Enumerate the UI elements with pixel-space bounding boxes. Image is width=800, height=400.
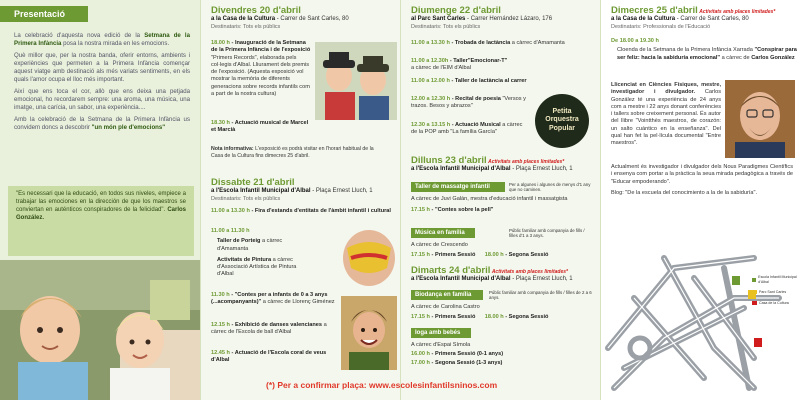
painting-photo bbox=[339, 228, 397, 290]
bio-text: Carlos González té una experiència de 24 anys com a mestre i 22 anys donant conferències i tallers sobre creixement personal. És autor del llibre "Vointthès maestros, de corazón: un salto cuántico en la enseñanza". Del qual han fet la pel·lícula documental "Entre maestros". bbox=[611, 89, 721, 147]
monday-venue-name: a l'Escola Infantil Municipal d'Albal bbox=[411, 166, 511, 173]
saturday-venue-address: - Plaça Ernest Lluch, 1 bbox=[312, 188, 373, 195]
location-map[interactable] bbox=[604, 238, 796, 398]
presentation-text bbox=[14, 32, 190, 136]
event-time: 17.00 h bbox=[411, 359, 430, 366]
friday-event-1 bbox=[211, 40, 313, 98]
legend-label: Casa de la Cultura bbox=[759, 300, 789, 305]
p2-text: Què millor que, per la nostra banda, oferir entorns, ambients i experiències que permeten a la Primera Infància començar aquest viatge amb destinació als més variats sentiments, en els quals l'amor ocupa el lloc més important. bbox=[14, 52, 190, 84]
event-title: - Recital de poesia bbox=[451, 96, 501, 102]
event-text: a càrrec d'Amamanta bbox=[511, 40, 565, 46]
quote-box bbox=[8, 186, 194, 256]
event-title: Taller de Porteig bbox=[217, 238, 261, 245]
tuesday-venue-address: - Plaça Ernest Lluch, 1 bbox=[512, 276, 573, 283]
event-text: a càrrec de l'Escola de ball d'Albal bbox=[211, 322, 327, 336]
legend-label: Parc Sant Carles bbox=[759, 290, 787, 295]
legend-park bbox=[752, 290, 800, 295]
event-title: - "Contes per a infants de 0 a 3 anys (...acompanyants)" bbox=[211, 292, 328, 306]
event-time: 12.15 h bbox=[211, 322, 230, 328]
wednesday-title: Dimecres 25 d'abril bbox=[611, 5, 698, 16]
p3-text: Així que ens toca el cor, allò que ens deixa una petjada emocional, ho recordarem sempre: una aroma, una música, una imatge, una carícia, un sabor, una experiència.... bbox=[14, 88, 190, 112]
session: - Segona Sessió bbox=[505, 314, 549, 321]
massage-workshop-note: Per a algunes i algunes de menys d'1 any que no caminen. bbox=[509, 182, 591, 193]
pop-logo-text: Petita Orquestra Popular bbox=[545, 108, 579, 132]
painting-photo-image bbox=[339, 228, 397, 290]
children-photo-image bbox=[0, 260, 200, 400]
session: - Primera Sessió bbox=[431, 252, 476, 259]
map-legend bbox=[752, 275, 800, 311]
saturday-venue bbox=[211, 188, 397, 196]
note-text: L'exposició es podrà visitar en l'horari habitual de la Casa de la Cultura fins dimecres 25 d'abril. bbox=[211, 146, 374, 159]
event-title: Activitats de Pintura bbox=[217, 256, 272, 263]
session: - Primera Sessió bbox=[431, 314, 476, 321]
musicians-photo-image bbox=[315, 42, 397, 120]
p1-text: La celebració d'aquesta nova edició de la bbox=[14, 32, 141, 39]
event-title: - Exhibició de danses valencianes bbox=[231, 322, 323, 328]
event-title: - Taller de lactància al carrer bbox=[451, 78, 527, 84]
event-time: 11.00 a 13.30 h bbox=[211, 208, 250, 214]
event-text: a càrrec de l'EIM d'Albal bbox=[411, 65, 471, 72]
sunday-venue-name: al Parc Sant Carles bbox=[411, 16, 466, 23]
presentation-panel bbox=[0, 0, 200, 400]
friday-venue-name: a la Casa de la Cultura bbox=[211, 16, 276, 23]
event-text: A càrrec de Juvi Galán, mestra d'educació infantil i massatgista bbox=[411, 196, 568, 202]
speaker-bio bbox=[611, 82, 721, 147]
speaker-name: Carlos González bbox=[751, 54, 795, 61]
monday-massage-info bbox=[411, 196, 593, 215]
limited-places-note: Activitats amb places limitades* bbox=[699, 9, 776, 15]
p4-bold: "un món ple d'emocions" bbox=[91, 124, 166, 132]
wednesday-header bbox=[611, 6, 797, 34]
friday-header bbox=[211, 6, 397, 34]
speaker-photo-image bbox=[725, 80, 795, 158]
tuesday-yoga-info bbox=[411, 342, 593, 367]
event-by: a càrrec de bbox=[721, 54, 750, 61]
wednesday-venue-address: - Carrer de Sant Carles, 80 bbox=[676, 16, 749, 23]
monday-venue-address: - Plaça Ernest Lluch, 1 bbox=[512, 166, 573, 173]
limited-places-note: Activitats amb places limitades* bbox=[488, 159, 565, 165]
event-time: 11.00 a 12.30h bbox=[411, 58, 449, 64]
biodanza-note: Públic familiar amb companyia de fills / filles de 2 a 6 anys. bbox=[489, 290, 592, 301]
event-time: 18.00 h bbox=[484, 252, 504, 259]
presentation-tab: Presentació bbox=[0, 6, 88, 22]
tuesday-title: Dimarts 24 d'abril bbox=[411, 265, 491, 276]
friday-venue-address: - Carrer de Sant Carles, 80 bbox=[276, 16, 349, 23]
speaker-bio-2: Actualment és investigador i divulgador dels Nous Paradigmes Científics i ensenya com portar a la pràctica la seua mirada pedagògica a través de "Educar empoderando". bbox=[611, 164, 793, 185]
saturday-event-2 bbox=[211, 228, 311, 279]
saturday-venue-name: a l'Escola Infantil Municipal d'Albal bbox=[211, 188, 311, 195]
sunday-event-4 bbox=[411, 96, 529, 111]
note-label: Nota informativa: bbox=[211, 146, 254, 152]
tuesday-venue-name: a l'Escola Infantil Municipal d'Albal bbox=[411, 276, 511, 283]
music-family-note: Públic familiar amb companyia de fills / filles d'1 a 3 anys. bbox=[509, 228, 585, 239]
quote-author: Carlos González. bbox=[16, 206, 186, 221]
event-title: - Inauguració de la Setmana de la Primera Infància i de l'exposició bbox=[211, 40, 311, 54]
p1-bold: Setmana de la Primera Infància bbox=[14, 32, 190, 48]
event-time: 12.30 a 13.15 h bbox=[411, 122, 451, 128]
p4-text: Amb la celebració de la Setmana de la Primera Infància us convidem doncs a descobrir bbox=[14, 116, 190, 132]
event-title: - Actuació de l'Escola coral de veus d'Albal bbox=[211, 350, 327, 364]
saturday-event-4 bbox=[211, 292, 337, 307]
event-time: 16.00 h bbox=[411, 351, 430, 358]
biodanza-bar: Biodança en família bbox=[411, 290, 483, 300]
event-time: 18.00 h bbox=[211, 40, 230, 46]
legend-school bbox=[752, 275, 800, 284]
event-title: - Taller"Emocionar-T" bbox=[449, 58, 508, 64]
event-time: 17.15 h bbox=[411, 252, 430, 259]
event-title: - Fira d'estands d'entitats de l'àmbit infantil i cultural bbox=[251, 208, 391, 214]
session: - Segona Sessió (1-3 anys) bbox=[431, 359, 503, 366]
storyteller-photo bbox=[341, 296, 397, 370]
sunday-header bbox=[411, 6, 597, 34]
monday-music-info bbox=[411, 242, 593, 260]
saturday-audience: Destinataris: Tots els públics bbox=[211, 196, 281, 203]
saturday-event-6 bbox=[211, 350, 337, 365]
storyteller-photo-image bbox=[341, 296, 397, 370]
event-time: 17.15 h bbox=[411, 314, 430, 321]
bio-title: Llicenciat en Ciències Físiques, mestre, investigador i divulgador. bbox=[611, 82, 721, 96]
sunday-event-5 bbox=[411, 122, 529, 137]
saturday-header bbox=[211, 178, 397, 206]
p1-rest: posa la nostra mirada en les emocions. bbox=[63, 40, 170, 48]
event-text: A càrrec d'Espai Símola bbox=[411, 342, 471, 348]
event-time: 18.00 h bbox=[484, 314, 504, 321]
monday-title: Dilluns 23 d'abril bbox=[411, 155, 487, 166]
sunday-venue-address: - Carrer Hernández Lázaro, 176 bbox=[467, 16, 553, 23]
limited-places-note: Activitats amb places limitades* bbox=[491, 269, 568, 275]
event-title: - Actuació Musical bbox=[451, 122, 501, 128]
event-time: 12.00 a 12.30 h bbox=[411, 96, 451, 102]
session: - Segona Sessió bbox=[505, 252, 549, 259]
event-text: Cloenda de la Setmana de la Primera Infància Xarrada bbox=[617, 47, 753, 54]
school-marker bbox=[732, 276, 740, 285]
panel-sunday-monday-tuesday bbox=[400, 0, 600, 400]
tuesday-biodanza-info bbox=[411, 304, 593, 322]
wednesday-audience: Destinataris: Professionals de l'Educació bbox=[611, 24, 711, 31]
event-time: 12.45 h bbox=[211, 350, 230, 356]
event-text: "Primers Records", elaborada pels col·legis d'Albal. Lliurament dels premis de l'exposició. (Aquesta exposició vol mostrar la memòria de diferents generacions sobre records infantils com a part de la nostra cultura) bbox=[211, 54, 310, 97]
tuesday-venue bbox=[411, 276, 597, 284]
event-title: - Actuació musical de Marcel et Marcià bbox=[211, 120, 309, 134]
event-text: A càrrec de Carolina Castro bbox=[411, 304, 480, 310]
quote-text: "Es necessari que la educació, en todos sus niveles, empiece a trabajar las emociones en la dirección de que los maestros se conviertan en auténticos conspiradores de la felicidad". bbox=[16, 191, 186, 213]
event-title: - "Contes sobre la pell" bbox=[431, 207, 494, 214]
event-title: "Conspirar para ser feliz: hacia la sabiduría emocional" bbox=[617, 47, 797, 61]
event-title: - Trobada de lactància bbox=[451, 40, 511, 46]
culture-swatch bbox=[752, 301, 757, 305]
baby-yoga-bar: Ioga amb bebés bbox=[411, 328, 471, 338]
saturday-title: Dissabte 21 d'abril bbox=[211, 177, 295, 188]
wednesday-venue bbox=[611, 16, 797, 24]
sunday-audience: Destinataris: Tots els públics bbox=[411, 24, 481, 31]
event-time: De 18.00 a 19.30 h bbox=[611, 38, 659, 44]
school-swatch bbox=[752, 278, 756, 282]
event-time: 17.15 h bbox=[411, 207, 430, 214]
legend-label: Escola Infantil Municipal d'Albal bbox=[758, 275, 797, 284]
sunday-event-1 bbox=[411, 40, 591, 47]
speaker-photo bbox=[725, 80, 795, 158]
event-time: 11.00 a 13.30 h bbox=[411, 40, 450, 46]
legend-culture bbox=[752, 301, 800, 306]
children-photo bbox=[0, 260, 200, 400]
tuesday-header bbox=[411, 266, 597, 284]
saturday-event-5 bbox=[211, 322, 337, 337]
friday-audience: Destinataris: Tots els públics bbox=[211, 24, 281, 31]
sunday-venue bbox=[411, 16, 597, 24]
event-text: A càrrec de Crescendo bbox=[411, 242, 468, 248]
culture-marker bbox=[754, 338, 762, 347]
sunday-title: Diumenge 22 d'abril bbox=[411, 5, 501, 16]
event-text: a càrrec d'Associació Artística de Pintura d'Albal bbox=[217, 256, 297, 278]
massage-workshop-bar: Taller de massatge infantil bbox=[411, 182, 505, 192]
friday-venue bbox=[211, 16, 397, 24]
event-time: 11.00 a 12.00 h bbox=[411, 78, 450, 84]
wednesday-venue-name: a la Casa de la Cultura bbox=[611, 16, 676, 23]
friday-event-2 bbox=[211, 120, 311, 135]
event-text: "Versos y trazos. Besos y abrazos" bbox=[411, 96, 526, 110]
event-text: a càrrec d'Amamanta bbox=[217, 238, 283, 252]
event-time: 18.30 h bbox=[211, 120, 230, 126]
friday-title: Divendres 20 d'abril bbox=[211, 5, 301, 16]
monday-venue bbox=[411, 166, 597, 174]
event-text: a càrrec de Llorenç Giménez bbox=[262, 299, 335, 306]
saturday-event-1 bbox=[211, 208, 397, 215]
speaker-blog: Blog: "De la escuela del conocimiento a la de la sabiduría". bbox=[611, 190, 758, 196]
event-text: a càrrec de la POP amb "La família García" bbox=[411, 122, 523, 136]
friday-note bbox=[211, 146, 383, 160]
pop-logo bbox=[535, 94, 589, 148]
park-swatch bbox=[752, 290, 757, 294]
session: - Primera Sessió (0-1 anys) bbox=[431, 351, 504, 358]
monday-header bbox=[411, 156, 597, 174]
sunday-event-2 bbox=[411, 58, 529, 73]
sunday-event-3 bbox=[411, 78, 527, 85]
registration-link[interactable]: (*) Per a confirmar plaça: www.escolesinfantilsninos.com bbox=[266, 380, 498, 390]
event-time: 11.00 a 11.30 h bbox=[211, 228, 250, 234]
event-time: 11.30 h bbox=[211, 292, 230, 298]
panel-friday-saturday bbox=[200, 0, 400, 400]
musicians-photo bbox=[315, 42, 397, 120]
wednesday-event bbox=[611, 38, 797, 62]
music-family-bar: Música en família bbox=[411, 228, 475, 238]
